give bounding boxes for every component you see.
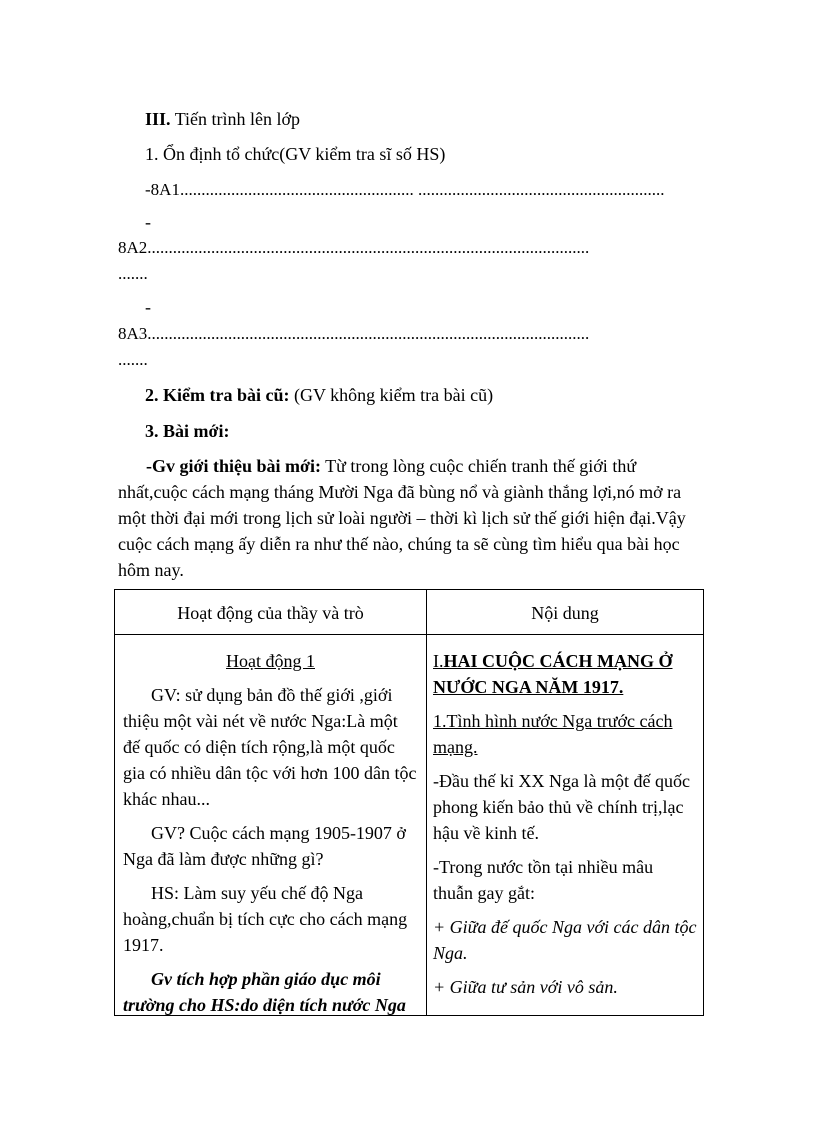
class-8a2-line: 8A2........................................................................................................ [118,238,590,257]
header-activities: Hoạt động của thầy và trò [177,603,364,623]
class-8a3-tail: ....... [118,350,148,369]
activities-cell [123,648,418,1026]
content-heading [433,648,697,700]
section-heading [145,108,300,130]
activity-p3: HS: Làm suy yếu chế độ Nga hoàng,chuẩn bị tích cực cho cách mạng 1917. [123,883,408,955]
content-p1: -Đầu thế kỉ XX Nga là một đế quốc phong kiến bảo thủ về chính trị,lạc hậu về kinh tế. [433,771,690,843]
lesson-table [114,589,704,1016]
activity-p2: GV? Cuộc cách mạng 1905-1907 ở Nga đã làm được những gì? [123,823,406,869]
section-heading-number: III. [145,109,171,129]
table-column-divider [426,590,427,1015]
activity-p4: Gv tích hợp phần giáo dục môi trường cho HS:do diện tích nước Nga [123,969,406,1015]
class-8a3-line: 8A3........................................................................................................ [118,324,590,343]
step-2-label: 2. Kiểm tra bài cũ: [145,385,290,405]
class-8a2-tail: ....... [118,264,148,283]
content-item-2: + Giữa tư sản với vô sản. [433,977,618,997]
intro-label: -Gv giới thiệu bài mới: [146,456,321,476]
step-3: 3. Bài mới: [145,421,230,441]
content-cell [433,648,697,1008]
activity-title: Hoạt động 1 [226,651,315,671]
intro-paragraph [118,453,708,583]
content-item-1: + Giữa đế quốc Nga với các dân tộc Nga. [433,917,697,963]
activity-p1: GV: sử dụng bản đồ thế giới ,giới thiệu một vài nét về nước Nga:Là một đế quốc có diện tích rộng,là một quốc gia có nhiều dân tộc với hơn 100 dân tộc khác nhau... [123,685,417,809]
section-heading-text: Tiến trình lên lớp [170,109,301,129]
intro-text: Từ trong lòng cuộc chiến tranh thế giới thứ nhất,cuộc cách mạng tháng Mười Nga đã bùng nổ và giành thắng lợi,nó mở ra một thời đại mới trong lịch sử loài người – thời kì lịch sử thế giới hiện đại.Vậy cuộc cách mạng ấy diễn ra như thế nào, chúng ta sẽ cùng tìm hiểu qua bài học hôm nay. [118,456,686,580]
class-8a3-dash: - [145,297,151,317]
content-p2: -Trong nước tồn tại nhiều mâu thuẫn gay gắt: [433,857,654,903]
step-2-text: (GV không kiểm tra bài cũ) [289,385,494,405]
content-heading-text: HAI CUỘC CÁCH MẠNG Ở NƯỚC NGA NĂM 1917. [433,651,673,697]
class-8a1-line: -8A1....................................................... .......................................................... [145,180,665,199]
content-subheading: 1.Tình hình nước Nga trước cách mạng. [433,711,673,757]
header-content: Nội dung [531,603,599,623]
class-8a2-dash: - [145,212,151,232]
table-header-divider [115,634,703,635]
step-2 [145,384,493,406]
step-1: 1. Ổn định tổ chức(GV kiểm tra sĩ số HS) [145,144,446,164]
content-heading-prefix: I. [433,651,444,671]
